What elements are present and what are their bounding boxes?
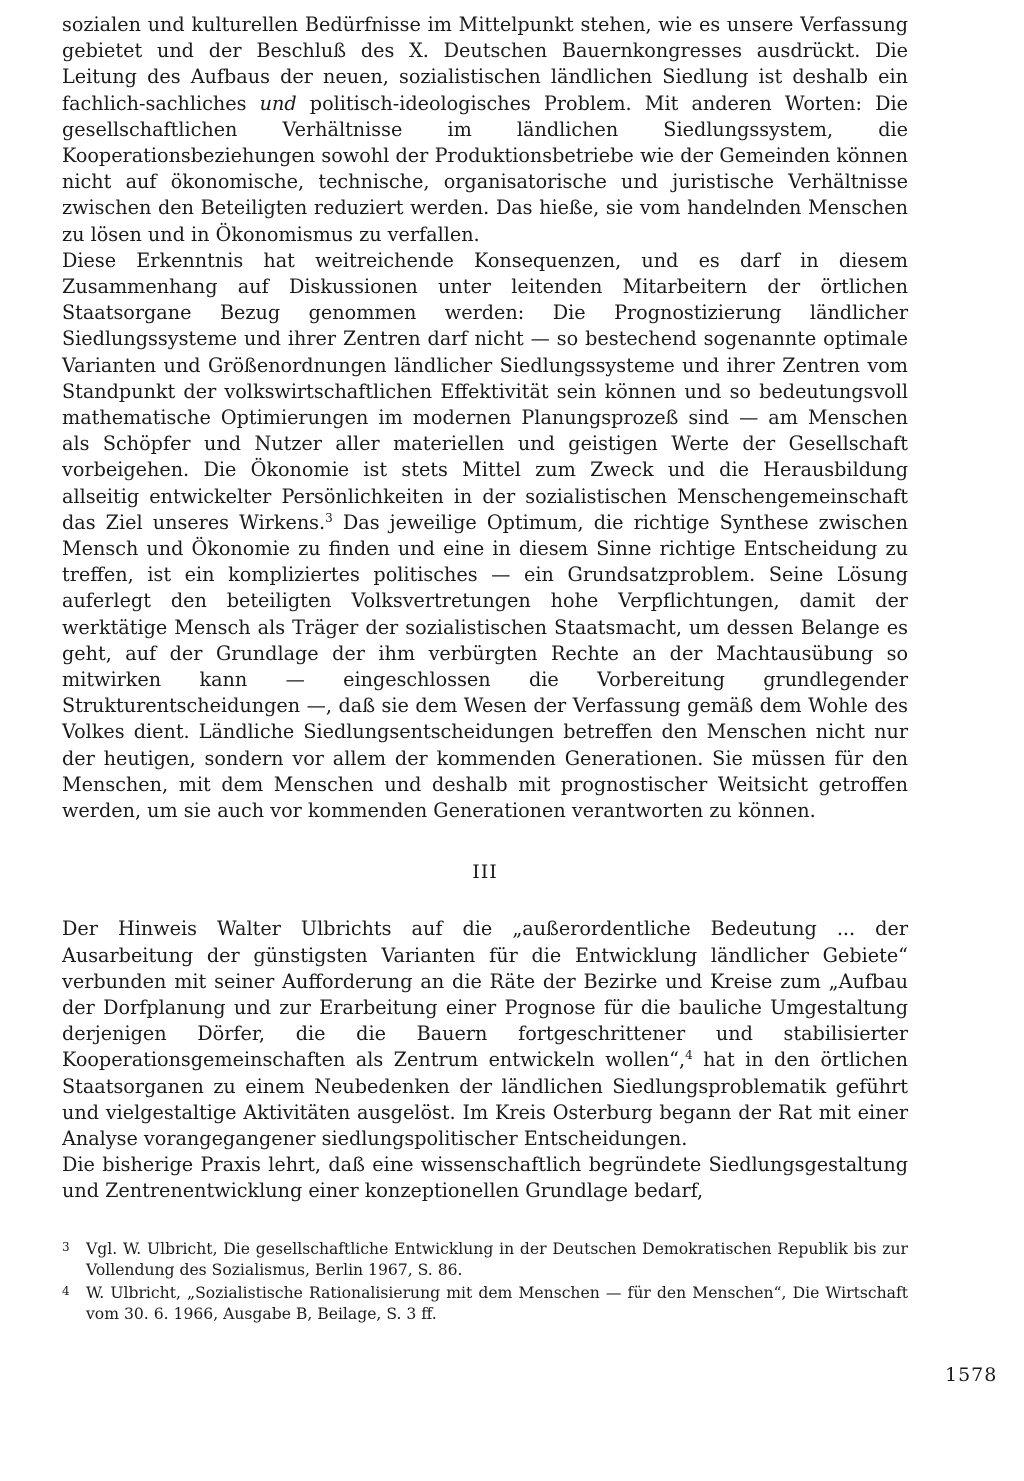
body-text-continued	[62, 916, 908, 1204]
footnote-number: 4	[62, 1283, 70, 1298]
footnote-text: Vgl. W. Ulbricht, Die gesellschaftliche Entwicklung in der Deutschen Demokratischen Republik bis zur Vollendung des Sozialismus, Berlin 1967, S. 86.	[86, 1239, 908, 1279]
text-run: politisch-ideologisches Problem. Mit anderen Worten: Die gesellschaftlichen Verhältnisse im ländlichen Siedlungssystem, die Kooperationsbeziehungen sowohl der Produktionsbetriebe wie der Gemeinden können nicht auf ökonomische, technische, organisatorische und juristische Verhältnisse zwischen den Beteiligten reduziert werden. Das hieße, sie vom handelnden Menschen zu lösen und in Ökonomismus zu verfallen.	[62, 91, 908, 246]
paragraph	[62, 1152, 908, 1204]
text-run: Diese Erkenntnis hat weitreichende Konsequenzen, und es darf in diesem Zusammenhang auf Diskussionen unter leitenden Mitarbeitern der örtlichen Staatsorgane Bezug genommen werden: Die Prognostizierung ländlicher Siedlungssysteme und ihrer Zentren darf nicht — so bestechend sogenannte optimale Varianten und Größenordnungen ländlicher Siedlungssysteme und ihrer Zentren vom Standpunkt der volkswirtschaftlichen Effektivität sein können und so bedeutungsvoll mathematische Optimierungen im modernen Planungsprozeß sind — am Menschen als Schöpfer und Nutzer aller materiellen und geistigen Werte der Gesellschaft vorbeigehen. Die Ökonomie ist stets Mittel zum Zweck und die Herausbildung allseitig entwickelter Persönlichkeiten in der sozialistischen Menschengemeinschaft das Ziel unseres Wirkens.	[62, 248, 908, 534]
text-run: hat in den örtlichen Staatsorganen zu einem Neubedenken der ländlichen Siedlungsproblematik geführt und vielgestaltige Aktivitäten ausgelöst. Im Kreis Osterburg begann der Rat mit einer Analyse vorangegangener siedlungspolitischer Entscheidungen.	[62, 1048, 908, 1150]
section-heading: III	[472, 861, 498, 884]
footnote-marker: 4	[685, 1048, 693, 1063]
text-run: sozialen und kulturellen Bedürfnisse im Mittelpunkt stehen, wie es unsere Verfassung gebietet und der Beschluß des X. Deutschen Bauernkongresses ausdrückt. Die Leitung des Aufbaus der neuen, sozialistischen ländlichen Siedlung ist deshalb ein fachlich-sachliches	[62, 13, 908, 115]
footnote-number: 3	[62, 1239, 70, 1254]
paragraph	[62, 916, 908, 1152]
footnote-marker: 3	[325, 510, 333, 525]
page-number: 1578	[945, 1364, 998, 1386]
emphasis: und	[259, 91, 297, 115]
paragraph	[62, 12, 908, 248]
text-run: Der Hinweis Walter Ulbrichts auf die „außerordentliche Bedeutung ... der Ausarbeitung der günstigsten Varianten für die Entwicklung ländlicher Gebiete“ verbunden mit seiner Aufforderung an die Räte der Bezirke und Kreise zum „Aufbau der Dorfplanung und zur Erarbeitung einer Prognose für die bauliche Umgestaltung derjenigen Dörfer, die die Bauern fortgeschrittener und stabilisierter Kooperationsgemeinschaften als Zentrum entwickeln wollen“,	[62, 917, 908, 1072]
footnote	[62, 1281, 908, 1325]
body-text	[62, 12, 908, 824]
footnote-text: W. Ulbricht, „Sozialistische Rationalisierung mit dem Menschen — für den Menschen“, Die Wirtschaft vom 30. 6. 1966, Ausgabe B, Beilage, S. 3 ff.	[86, 1283, 908, 1323]
footnote	[62, 1237, 908, 1281]
text-run: Die bisherige Praxis lehrt, daß eine wissenschaftlich begründete Siedlungsgestaltung und Zentrenentwicklung einer konzeptionellen Grundlage bedarf,	[62, 1153, 908, 1203]
paragraph	[62, 248, 908, 824]
text-run: Das jeweilige Optimum, die richtige Synthese zwischen Mensch und Ökonomie zu finden und eine in diesem Sinne richtige Entscheidung zu treffen, ist ein kompliziertes politisches — ein Grundsatzproblem. Seine Lösung auferlegt den beteiligten Volksvertretungen hohe Verpflichtungen, damit der werktätige Mensch als Träger der sozialistischen Staatsmacht, um dessen Belange es geht, auf der Grundlage der ihm verbürgten Rechte an der Machtausübung so mitwirken kann — eingeschlossen die Vorbereitung grundlegender Strukturentscheidungen —, daß sie dem Wesen der Verfassung gemäß dem Wohle des Volkes dient. Ländliche Siedlungsentscheidungen betreffen den Menschen nicht nur der heutigen, sondern vor allem der kommenden Generationen. Sie müssen für den Menschen, mit dem Menschen und deshalb mit prognostischer Weitsicht getroffen werden, um sie auch vor kommenden Generationen verantworten zu können.	[62, 510, 908, 823]
footnotes	[62, 1237, 908, 1325]
document-page	[62, 12, 908, 1325]
